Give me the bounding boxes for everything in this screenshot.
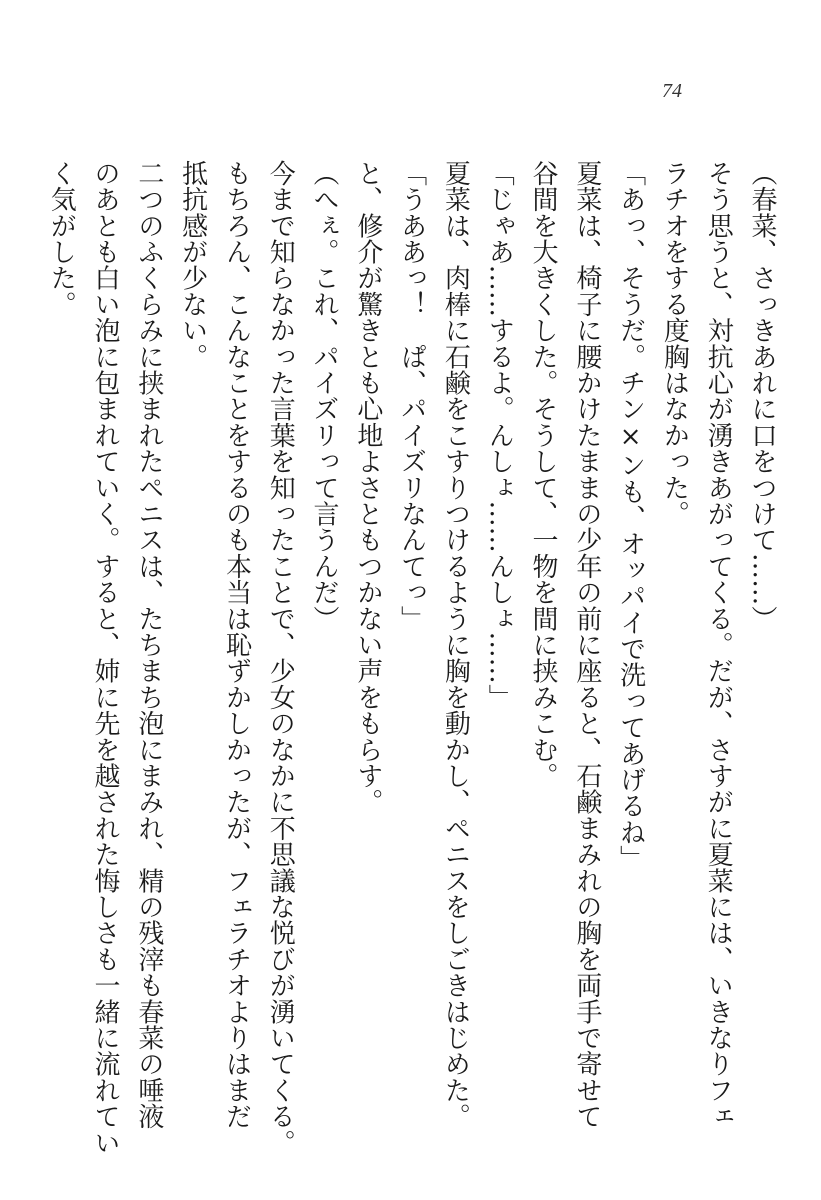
text-line: と、修介が驚きとも心地よさともつかない声をもらす。: [352, 160, 383, 815]
text-line: そう思うと、対抗心が湧きあがってくる。だが、さすがに夏菜には、いきなりフェ: [703, 160, 734, 1130]
text-line: 「あっ、そうだ。チン×ンも、オッパイで洗ってあげるね」: [615, 160, 646, 872]
text-line: 夏菜は、肉棒に石鹸をこすりつけるように胸を動かし、ペニスをしごきはじめた。: [440, 160, 471, 1130]
text-line: 谷間を大きくした。そうして、一物を間に挟みこむ。: [528, 160, 559, 789]
text-line: 抵抗感が少ない。: [177, 160, 208, 370]
text-line: もちろん、こんなことをするのも本当は恥ずかしかったが、フェラチオよりはまだ: [221, 160, 252, 1130]
text-line: ラチオをする度胸はなかった。: [659, 160, 690, 527]
body-text: [46, 160, 783, 1160]
text-line: く気がした。: [46, 160, 77, 318]
text-line: 「うああっ！ ぱ、パイズリなんてっ」: [396, 160, 427, 632]
text-line: （春菜、さっきあれに口をつけて……）: [747, 160, 777, 632]
text-line: 「じゃあ……するよ。んしょ……んしょ……」: [484, 160, 515, 711]
text-line: 二つのふくらみに挟まれたペニスは、たちまち泡にまみれ、精の残滓も春菜の唾液: [133, 160, 164, 1130]
text-line: 今まで知らなかった言葉を知ったことで、少女のなかに不思議な悦びが湧いてくる。: [265, 160, 296, 1156]
text-line: （へぇ。これ、パイズリって言うんだ）: [309, 160, 340, 632]
text-line: 夏菜は、椅子に腰かけたままの少年の前に座ると、石鹸まみれの胸を両手で寄せて: [571, 160, 602, 1130]
page-number: 74: [662, 80, 682, 102]
text-line: のあとも白い泡に包まれていく。すると、姉に先を越された悔しさも一緒に流れてい: [90, 160, 121, 1156]
